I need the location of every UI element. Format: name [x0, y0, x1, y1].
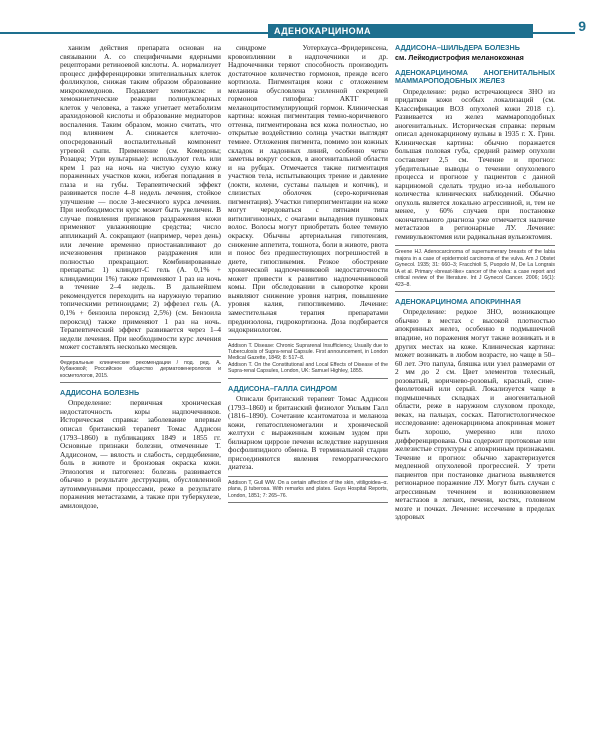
entry-addison-schilder	[395, 44, 555, 63]
divider	[395, 245, 555, 246]
entry-apocrine-adenocarcinoma	[395, 298, 555, 522]
entry-anogenital-adenocarcinoma	[395, 69, 555, 292]
entry-title: АДЕНОКАРЦИНОМА АПОКРИННАЯ	[395, 296, 521, 306]
text-paragraph: ханизм действия препарата основан на связывании А. со специфичными ядерными рецепторами ретиноевой кислоты. А. нормализует процесс дифференцировки эпителиальных клеток фолликулов, снижая таким образом образование микрокомедонов. Подавляет хемотаксис и хемокинетические реакции полинуклеарных клеток у человека, а также угнетает метаболизм арахидоновой кислоты и образование медиаторов воспаления. Таким образом, можно считать, что под влиянием А. снижается клеточно-опосредованный воспалительный компонент угревой сыпи. Применение (см. Комедоны; Розацеа; Угри вульгарные): используют гель или крем 1 раз на ночь на чистую сухую кожу пораженных участков кожи, избегая попадания в глаза и на губы. Терапевтический эффект развивается после 4–8 недель лечения, стойкое улучшение — после 3-месячного курса лечения. При необходимости курс может быть увеличен. В случае появления признаков раздражения кожи применяют увлажняющие средства; число аппликаций А. сокращают (например, через день) или лечение временно приостанавливают до исчезновения признаков раздражения или полностью прекращают. Комбинированные препараты: 1) клиндит-С гель (А. 0,1% + клиндамицин 1%) также применяют 1 раз на ночь в течение 2–4 недель. В дальнейшем рекомендуется переходить на наружную терапию топическими ретиноидами; 2) эффезел гель (А. 0,1% + бензоила пероксид 2,5%) (см. Бензоила пероксид) также применяют 1 раз на ночь. Терапевтический эффект развивается через 1–4 недели лечения. При необходимости курс лечения может составлять несколько месяцев.	[60, 43, 221, 352]
column-2	[228, 44, 388, 507]
page-number: 9	[578, 18, 586, 34]
column-1	[60, 44, 221, 510]
entry-addison-gull-syndrome	[228, 385, 388, 504]
divider	[228, 502, 388, 503]
text-paragraph: Описали британский терапевт Томас Аддисон (1793–1860) и британский физиолог Уильям Галл (1816–1890). Сочетание ксантоматоза и меланоза кожи, гепатоспленомегалии и хронической желтухи с выраженным кожным зудом при билиарном циррозе печени вследствие нарушения фосфолипидного обмена. В терминальной стадии присоединяются явления геморрагического диатеза.	[228, 394, 388, 472]
text-paragraph: Определение: редкое ЗНО, возникающее обычно в местах с высокой плотностью апокринных желез, особенно в подмышечной впадине, но поражения могут также возникать и в других местах на коже. Клиническая картина: может возникать в любом возрасте, но чаще в 50–60 лет. Это папула, бляшка или узел размерами от 2 мм до 2 см. Цвет элементов телесный, розоватый, коричнево-розовый, красный, сине-фиолетовый или серый. Локализуется чаще в подмышечных складках и аногенитальной области, реже в наружном слуховом проходе, веках, на пальцах, сосках. Патогистологическое исследование: аденокарцинома апокринная может быть хорошо, умеренно или плохо дифференцирована. Она содержит протоковые или железистые структуры с апокринным признаками. Течение и прогноз: обычно характеризуется медленной опухолевой прогрессией. У трети пациентов при постановке диагноза выявляется регионарное поражение ЛУ. Могут быть случаи с агрессивным течением и возникновением метастазов в легких, печени, костях, головном мозге и почках. Лечение: иссечение в пределах здоровых	[395, 307, 555, 522]
reference: Addison T. Disease: Chronic Suprarenal Insufficiency, Usually due to Tuberculosis of Supra-renal Capsule. First announcement, in London Medical Gazette, 1849; 8: 517–8.	[228, 342, 388, 362]
divider	[60, 382, 221, 383]
reference: Федеральные клинические рекомендации / под. ред. А. Кубановой; Российское общество дерматовенерологов и косметологов, 2015.	[60, 359, 221, 379]
running-title: АДЕНОКАРЦИНОМА	[268, 24, 533, 38]
column-3	[395, 44, 555, 522]
text-paragraph: Определение: редко встречающееся ЗНО из придатков кожи особых локализаций (см. Классификация ВОЗ опухолей кожи 2018 г.). Развивается из желез маммароподобных аногенитальных. Историческая справка: первым описал аденокарциному вульвы в 1935 г. Х. Грин. Клиническая картина: обычно поражается большая половая губа, средний размер опухоли составляет 2,5 см. Течение и прогноз: убедительные выводы о течении опухолевого процесса и прогнозе у пациентов с данной карциномой сделать трудно из-за небольшого количества клинических наблюдений. Обычно опухоль является локально агрессивной, и, тем не менее, у 60% случаев при постановке окончательного диагноза уже отмечается наличие метастазов в регионарные ЛУ. Лечение: гемивульвэктомия или радикальная вульвэктомия.	[395, 86, 555, 241]
text-paragraph: синдроме Уотерхауса–Фридериксена, кровоизлиянии в надпочечники и др. Надпочечники теряют способность производить достаточное количество гормонов, прежде всего кортизола. Пигментация кожи с отложением меланина обусловлена усиленной секрецией гормонов гипофиза: АКТГ и меланоцитостимулирующий гормон. Клиническая картина: кожная пигментация темно-коричневого оттенка, пигментирована вся кожа полностью, но открытые воздействию солнца участки выглядят темнее. Отложения пигмента, помимо зон кожных складок и ладонных линий, особенно четко заметны вокруг сосков, в аногенитальной области и на рубцах. Отмечается также пигментация участков тела, испытывающих трение и давление (локти, колени, суставы пальцев и копчик), и слизистых оболочек (серо-коричневая пигментация). Участки гиперпигментации на коже могут чередоваться с пятнами типа витилигинозных, с очагами выпадения пушковых волос. Волосы могут приобретать более темную окраску. Обычны артериальная гипотензия, снижение аппетита, тошнота, боли в животе, рвота и понос без предшествующих погрешностей в диете, гипогликемия. Резкое обострение хронической надпочечниковой недостаточности может привести к развитию надпочечниковой комы. При обследовании в сыворотке крови выявляют снижение уровня натрия, повышение уровня калия, гипогликемию. Лечение: заместительная терапия препаратами преднизолона, гидрокортизона. Доза подбирается эндокринологом.	[228, 43, 388, 335]
reference: Greene HJ. Adenocarcinoma of supernumerary breasts of the labia majora in a case of epidermoid carcinoma of the vulva. Am J Obstet Gynecol. 1935; 31: 660–3; Fracchioli S, Puopolo M, De La Longrais IA et al. Primary «breast-like» cancer of the vulva: a case report and critical review of the literature. Int J Gynecol Cancer. 2006; 16(1): 423–8.	[395, 249, 555, 288]
entry-title: АДДИСОНА БОЛЕЗНЬ	[60, 387, 140, 397]
reference-block	[60, 356, 221, 383]
divider	[228, 378, 388, 379]
divider	[395, 291, 555, 292]
reference-block	[228, 339, 388, 379]
entry-title: АДДИСОНА–ШИЛЬДЕРА БОЛЕЗНЬ	[395, 43, 520, 52]
entry-addison-disease	[60, 389, 221, 511]
reference-block	[228, 476, 388, 503]
divider	[228, 339, 388, 340]
reference: Addison T, Gull WW. On a certain affection of the skin, vitiligoidea–α. plana, β tuberosa. With remarks and plates. Guys Hospital Reports, London, 1851; 7: 265–76.	[228, 479, 388, 499]
divider	[228, 476, 388, 477]
page-header	[0, 0, 600, 40]
entry-title: АДЕНОКАРЦИНОМА АНОГЕНИТАЛЬНЫХ МАММАРОПОДОБНЫХ ЖЕЛЕЗ	[395, 67, 555, 86]
reference-block	[395, 245, 555, 291]
cross-reference: см. Лейкодистрофия меланокожная	[395, 53, 524, 63]
text-paragraph: Определение: первичная хроническая недостаточность коры надпочечников. Историческая справка: заболевание впервые описал британский терапевт Томас Аддисон (1793–1860) в публикациях 1849 и 1855 гг. Основные признаки болезни, отмеченные Т. Аддисоном, — вялость и слабость, сердцебиение, боль в животе и бронзовая окраска кожи. Этиология и патогенез: болезнь развивается обычно в результате деструкции, обусловленной аутоиммунными процессами, реже в результате поражения метастазами, а также при туберкулезе, амилоидозе,	[60, 398, 221, 510]
reference: Addison T. On the Constitutional and Local Effects of Disease of the Supra-renal Capsules, London, UK: Samuel Highley, 1855.	[228, 361, 388, 375]
entry-title: АДДИСОНА–ГАЛЛА СИНДРОМ	[228, 383, 337, 393]
divider	[60, 356, 221, 357]
